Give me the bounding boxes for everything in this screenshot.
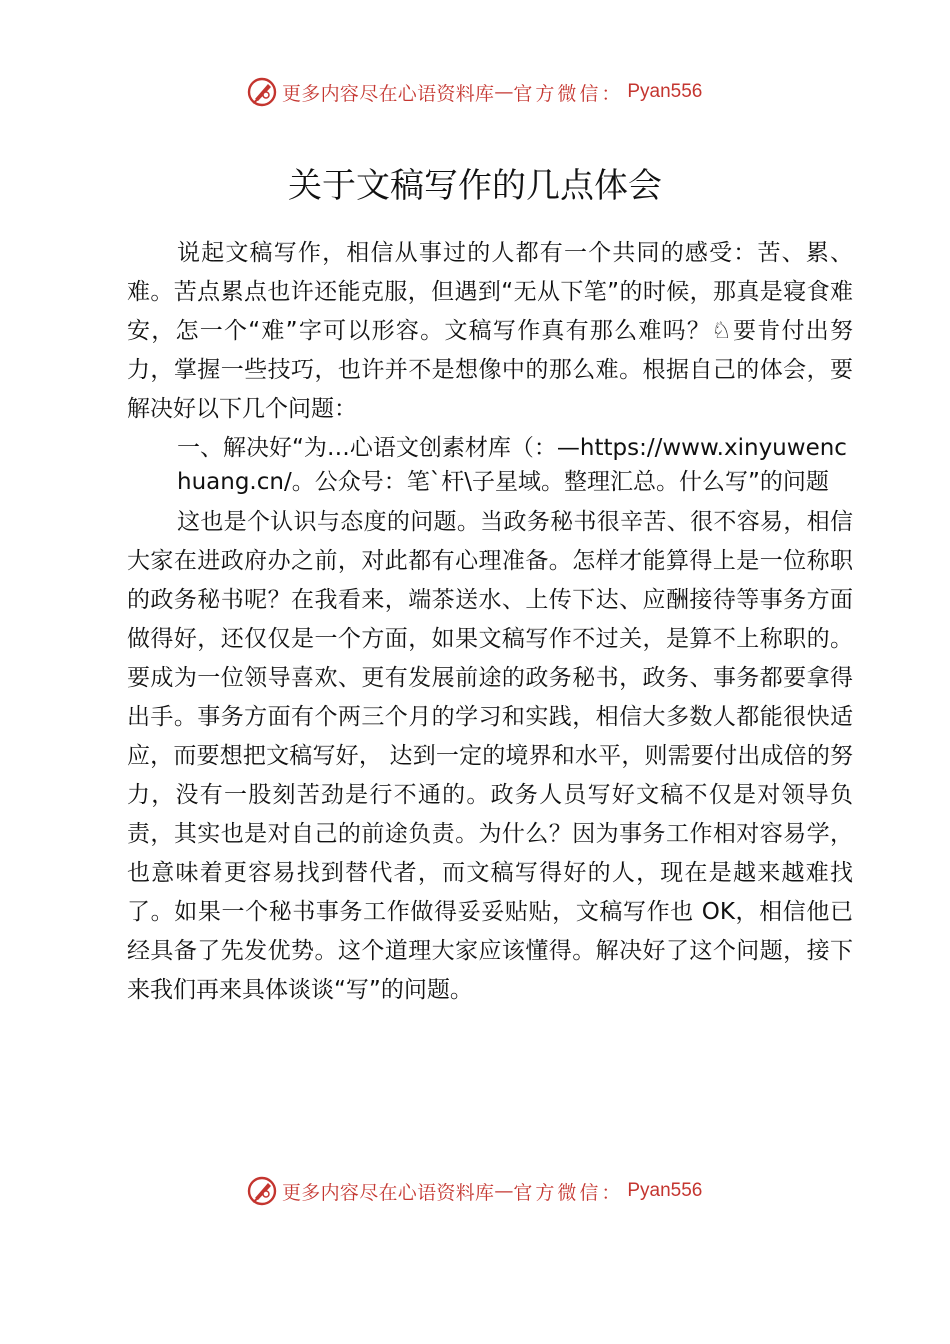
paragraph-intro: 说起文稿写作，相信从事过的人都有一个共同的感受：苦、累、难。苦点累点也许还能克服，但遇到“无从下笔”的时候，那真是寝食难安，怎一个“难”字可以形容。文稿写作真有那么难吗？♘要肯付出努力，掌握一些技巧，也许并不是想像中的那么难。根据自己的体会，要解决好以下几个问题： [127, 240, 853, 422]
banner-wechat-label: 官方微信： [513, 1181, 624, 1204]
banner-wechat-id: Pyan556 [627, 1180, 703, 1201]
banner-wechat-id: Pyan556 [627, 81, 703, 102]
banner-wechat-label: 官方微信： [513, 82, 624, 105]
paragraph-section-1: 这也是个认识与态度的问题。当政务秘书很辛苦、很不容易，相信大家在进政府办之前，对此都有心理准备。怎样才能算得上是一位称职的政务秘书呢？在我看来，端茶送水、上传下达、应酬接待等事务方面做得好，还仅仅是一个方面，如果文稿写作不过关，是算不上称职的。要成为一位领导喜欢、更有发展前途的政务秘书，政务、事务都要拿得出手。事务方面有个两三个月的学习和实践，相信大多数人都能很快适应，而要想把文稿写好， 达到一定的境界和水平，则需要付出成倍的努力，没有一股刻苦劲是行不通的。政务人员写好文稿不仅是对领导负责，其实也是对自己的前途负责。为什么？因为事务工作相对容易学，也意味着更容易找到替代者，而文稿写得好的人，现在是越来越难找了。如果一个秘书事务工作做得妥妥贴贴，文稿写作也 OK，相信他已经具备了先发优势。这个道理大家应该懂得。解决好了这个问题，接下来我们再来具体谈谈“写”的问题。 [127, 509, 853, 1003]
banner-dash: — [494, 1180, 514, 1202]
banner-text: 更多内容尽在心语资料库 [282, 82, 495, 105]
section-heading: 一、解决好“为…心语文创素材库（：—https://www.xinyuwenchuang.cn/。公众号：笔`杆\子星域。整理汇总。什么写”的问题 [177, 435, 847, 495]
pen-seal-logo-icon [246, 76, 278, 108]
document-body [127, 234, 853, 1010]
header-banner [246, 75, 702, 109]
footer-banner [246, 1174, 702, 1208]
banner-text: 更多内容尽在心语资料库 [282, 1181, 495, 1204]
page-title: 关于文稿写作的几点体会 [288, 166, 662, 206]
banner-dash: — [494, 81, 514, 103]
pen-seal-logo-icon [246, 1175, 278, 1207]
